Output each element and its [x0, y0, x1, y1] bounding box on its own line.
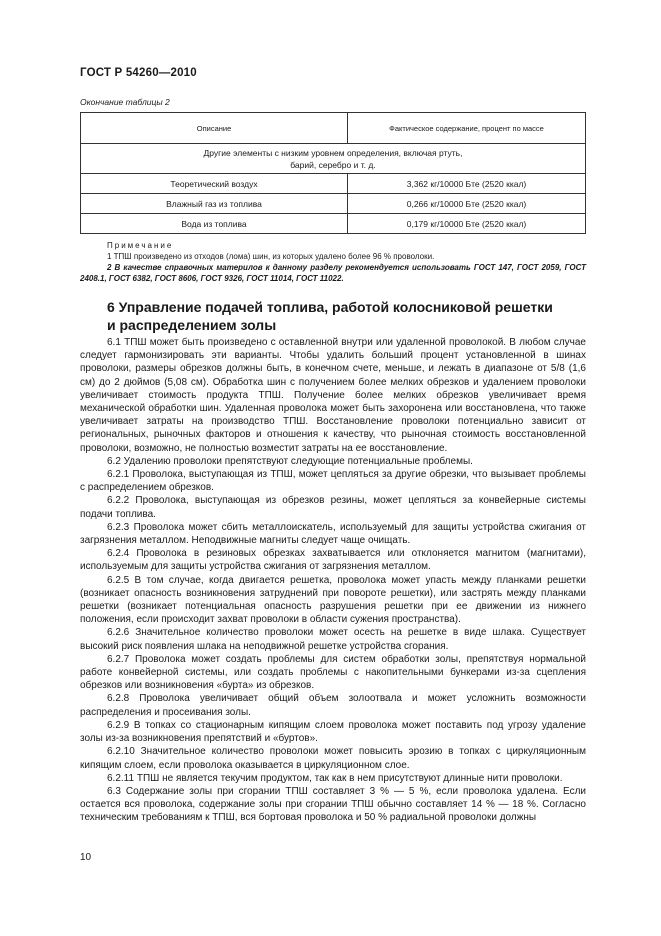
paragraph-6-2-9: 6.2.9 В топках со стационарным кипящим слоем проволока может поставить под угрозу удаление золы из-за возникновения препятствий и «буртов».	[80, 719, 586, 745]
paragraph-6-2-11: 6.2.11 ТПШ не является текучим продуктом, так как в нем присутствуют длинные нити проволоки.	[107, 772, 563, 784]
paragraph-6-2-3: 6.2.3 Проволока может сбить металлоискатель, используемый для защиты устройства сжигания от загрязнения металлом. Неподвижные магниты следует чаще очищать.	[80, 521, 586, 547]
table-cell-value: 0,179 кг/10000 Бте (2520 ккал)	[348, 214, 586, 234]
paragraph-6-2: 6.2 Удалению проволоки препятствуют следующие потенциальные проблемы.	[107, 455, 473, 467]
group-row-text: Другие элементы с низким уровнем определения, включая ртуть, барий, серебро и т. д.	[81, 144, 586, 174]
paragraph-6-1: 6.1 ТПШ может быть произведено с оставленной внутри или удаленной проволокой. В любом случае следует гармонизировать эти варианты. Чтобы удалить больший процент установленной в шинах проволоки, размеры обрезков должны быть, в конечном счете, меньше, и лежать в диапазоне от 5/8 (1,6 см) до 2 дюймов (5,08 см). Обработка шин с получением более мелких обрезков и удалением проволоки увеличивает стоимость продукта ТПШ. Получение более мелких обрезков увеличивает время механической обработки шин. Удаленная проволока может быть захоронена или восстановлена, что также увеличивает затраты на производство ТПШ. Восстановление проволоки потенциально зависит от региональных, рыночных факторов и отношения к качеству, что рыночная стоимость восстановленной проволоки, возможно, не полностью возместит затраты на ее восстановление.	[80, 337, 586, 454]
table-row	[81, 174, 586, 194]
table-caption: Окончание таблицы 2	[80, 97, 170, 107]
paragraph-6-2-7: 6.2.7 Проволока может создать проблемы для систем обработки золы, препятствуя нормальной работе конвейерной системы, или создать проблемы с накопительными бункерами из-за сцепления обрезков или возникновения «бурта» из обрезков.	[80, 653, 586, 692]
table-row	[81, 214, 586, 234]
section-title-line-1: 6 Управление подачей топлива, работой колосниковой решетки	[107, 299, 553, 315]
section-title-line-2: и распределением золы	[107, 317, 277, 333]
paragraph-6-2-4: 6.2.4 Проволока в резиновых обрезках захватывается или отклоняется магнитом (магнитами), используемым для защиты устройства сжигания от загрязнения металлом.	[80, 548, 586, 573]
table-cell-desc: Вода из топлива	[81, 214, 348, 234]
table-group-row	[81, 144, 586, 174]
table-header-row	[81, 113, 586, 144]
column-header-content: Фактическое содержание, процент по массе	[348, 113, 586, 144]
notes-heading: Примечание	[107, 241, 174, 250]
table-cell-value: 3,362 кг/10000 Бте (2520 ккал)	[348, 174, 586, 194]
note-1: 1 ТПШ произведено из отходов (лома) шин, из которых удалено более 96 % проволоки.	[107, 252, 435, 261]
section-body	[80, 336, 586, 825]
table-row	[81, 194, 586, 214]
paragraph-6-2-1: 6.2.1 Проволока, выступающая из ТПШ, может цепляться за другие обрезки, что вызывает проблемы с распределением обрезков.	[80, 469, 586, 494]
section-title	[107, 298, 577, 334]
document-header: ГОСТ Р 54260—2010	[80, 67, 197, 79]
column-header-description: Описание	[81, 113, 348, 144]
table-cell-desc: Влажный газ из топлива	[81, 194, 348, 214]
page-number: 10	[80, 852, 92, 863]
paragraph-6-3: 6.3 Содержание золы при сгорании ТПШ составляет 3 % — 5 %, если проволока удалена. Если остается вся проволока, содержание золы при сгорании ТПШ обычно составляет 14 % — 18 %. Согласно техническим требованиям к ТПШ, вся бортовая проволока и 50 % радиальной проволоки должны	[80, 785, 586, 824]
paragraph-6-2-8: 6.2.8 Проволока увеличивает общий объем золоотвала и может усложнить возможности распределения и просеивания золы.	[80, 693, 586, 718]
paragraph-6-2-2: 6.2.2 Проволока, выступающая из обрезков резины, может цепляться за конвейерные системы подачи топлива.	[80, 495, 586, 520]
paragraph-6-2-5: 6.2.5 В том случае, когда двигается решетка, проволока может упасть между планками решетки (возникает опасность возникновения затруднений при повороте решетки), или застрять между планками решетки (возникает потенциальная опасность разрушения решетки при ее движении из нижнего положения, если происходит захват проволоки в области сужения пространства).	[80, 574, 586, 626]
table-notes	[80, 240, 586, 284]
paragraph-6-2-10: 6.2.10 Значительное количество проволоки может повысить эрозию в топках с циркуляционным кипящим слоем, если проволока оказывается в циркуляционном слое.	[80, 746, 586, 771]
table-cell-value: 0,266 кг/10000 Бте (2520 ккал)	[348, 194, 586, 214]
table-cell-desc: Теоретический воздух	[81, 174, 348, 194]
note-2: 2 В качестве справочных материлов к данному разделу рекомендуется использовать ГОСТ 147, ГОСТ 2059, ГОСТ 2408.1, ГОСТ 6382, ГОСТ 8606, ГОСТ 9326, ГОСТ 11014, ГОСТ 11022.	[80, 263, 586, 283]
paragraph-6-2-6: 6.2.6 Значительное количество проволоки может осесть на решетке в виде шлака. Существует высокий риск появления шлака на неподвижной решетке устройства сгорания.	[80, 627, 586, 652]
data-table	[80, 112, 586, 234]
